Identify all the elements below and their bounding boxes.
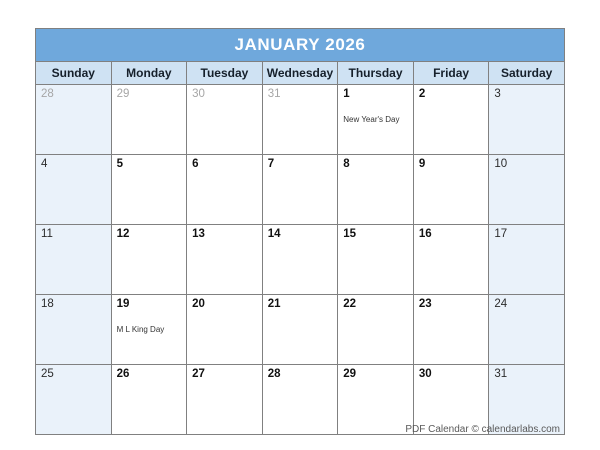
day-number: 4 bbox=[41, 158, 48, 170]
day-cell-28-outside bbox=[36, 85, 112, 155]
footer-credit: PDF Calendar © calendarlabs.com bbox=[405, 424, 560, 435]
day-cell-12 bbox=[111, 225, 187, 295]
day-number: 29 bbox=[343, 368, 357, 380]
day-number: 24 bbox=[494, 298, 508, 310]
holiday-label: M L King Day bbox=[116, 325, 165, 334]
day-number: 21 bbox=[267, 298, 281, 310]
day-cell-26 bbox=[111, 365, 187, 435]
day-cell-4 bbox=[36, 155, 112, 225]
weekday-header-row bbox=[36, 62, 565, 85]
day-cell-3 bbox=[489, 85, 565, 155]
day-cell-30-outside bbox=[187, 85, 263, 155]
day-number: 14 bbox=[267, 228, 281, 240]
day-cell-1 bbox=[338, 85, 414, 155]
day-cell-18 bbox=[36, 295, 112, 365]
holiday-label: New Year's Day bbox=[343, 115, 400, 124]
day-number: 31 bbox=[494, 368, 508, 380]
weekday-header-wednesday: Wednesday bbox=[262, 62, 338, 85]
day-cell-16 bbox=[413, 225, 489, 295]
day-number: 1 bbox=[343, 88, 350, 100]
calendar-table bbox=[35, 28, 565, 435]
weekday-header-friday: Friday bbox=[413, 62, 489, 85]
day-number: 19 bbox=[116, 298, 130, 310]
day-number: 26 bbox=[116, 368, 130, 380]
day-number: 29 bbox=[116, 88, 130, 100]
day-number: 23 bbox=[418, 298, 432, 310]
day-number: 28 bbox=[41, 88, 54, 100]
day-cell-9 bbox=[413, 155, 489, 225]
week-row bbox=[36, 295, 565, 365]
day-number: 28 bbox=[267, 368, 281, 380]
day-cell-10 bbox=[489, 155, 565, 225]
day-cell-7 bbox=[262, 155, 338, 225]
day-number: 17 bbox=[494, 228, 508, 240]
day-cell-23 bbox=[413, 295, 489, 365]
day-number: 8 bbox=[343, 158, 350, 170]
day-number: 5 bbox=[116, 158, 123, 170]
day-number: 10 bbox=[494, 158, 508, 170]
day-cell-27 bbox=[187, 365, 263, 435]
week-row bbox=[36, 225, 565, 295]
day-cell-15 bbox=[338, 225, 414, 295]
day-cell-8 bbox=[338, 155, 414, 225]
day-number: 7 bbox=[267, 158, 275, 170]
day-number: 9 bbox=[418, 158, 426, 170]
day-number: 20 bbox=[192, 298, 205, 310]
day-cell-17 bbox=[489, 225, 565, 295]
day-number: 18 bbox=[41, 298, 54, 310]
day-number: 2 bbox=[418, 88, 426, 100]
day-number: 16 bbox=[418, 228, 432, 240]
day-number: 25 bbox=[41, 368, 54, 380]
day-number: 30 bbox=[418, 368, 432, 380]
day-number: 27 bbox=[192, 368, 205, 380]
day-number: 11 bbox=[41, 228, 53, 240]
day-cell-31-outside bbox=[262, 85, 338, 155]
day-number: 13 bbox=[192, 228, 205, 240]
weekday-header-tuesday: Tuesday bbox=[187, 62, 263, 85]
day-cell-29-outside bbox=[111, 85, 187, 155]
day-cell-22 bbox=[338, 295, 414, 365]
day-number: 6 bbox=[192, 158, 199, 170]
day-number: 30 bbox=[192, 88, 205, 100]
day-cell-11 bbox=[36, 225, 112, 295]
day-cell-2 bbox=[413, 85, 489, 155]
day-number: 12 bbox=[116, 228, 130, 240]
weekday-header-monday: Monday bbox=[111, 62, 187, 85]
day-cell-13 bbox=[187, 225, 263, 295]
day-cell-24 bbox=[489, 295, 565, 365]
day-number: 15 bbox=[343, 228, 357, 240]
weekday-header-saturday: Saturday bbox=[489, 62, 565, 85]
weekday-header-thursday: Thursday bbox=[338, 62, 414, 85]
day-cell-28 bbox=[262, 365, 338, 435]
weekday-header-sunday: Sunday bbox=[36, 62, 112, 85]
calendar-title: JANUARY 2026 bbox=[36, 29, 565, 62]
day-cell-19 bbox=[111, 295, 187, 365]
day-cell-20 bbox=[187, 295, 263, 365]
day-cell-5 bbox=[111, 155, 187, 225]
title-row bbox=[36, 29, 565, 62]
day-number: 3 bbox=[494, 88, 501, 100]
week-row bbox=[36, 155, 565, 225]
day-cell-6 bbox=[187, 155, 263, 225]
week-row bbox=[36, 85, 565, 155]
day-number: 31 bbox=[267, 88, 281, 100]
day-cell-14 bbox=[262, 225, 338, 295]
day-number: 22 bbox=[343, 298, 357, 310]
day-cell-29 bbox=[338, 365, 414, 435]
day-cell-21 bbox=[262, 295, 338, 365]
day-cell-25 bbox=[36, 365, 112, 435]
calendar-grid bbox=[36, 85, 565, 435]
